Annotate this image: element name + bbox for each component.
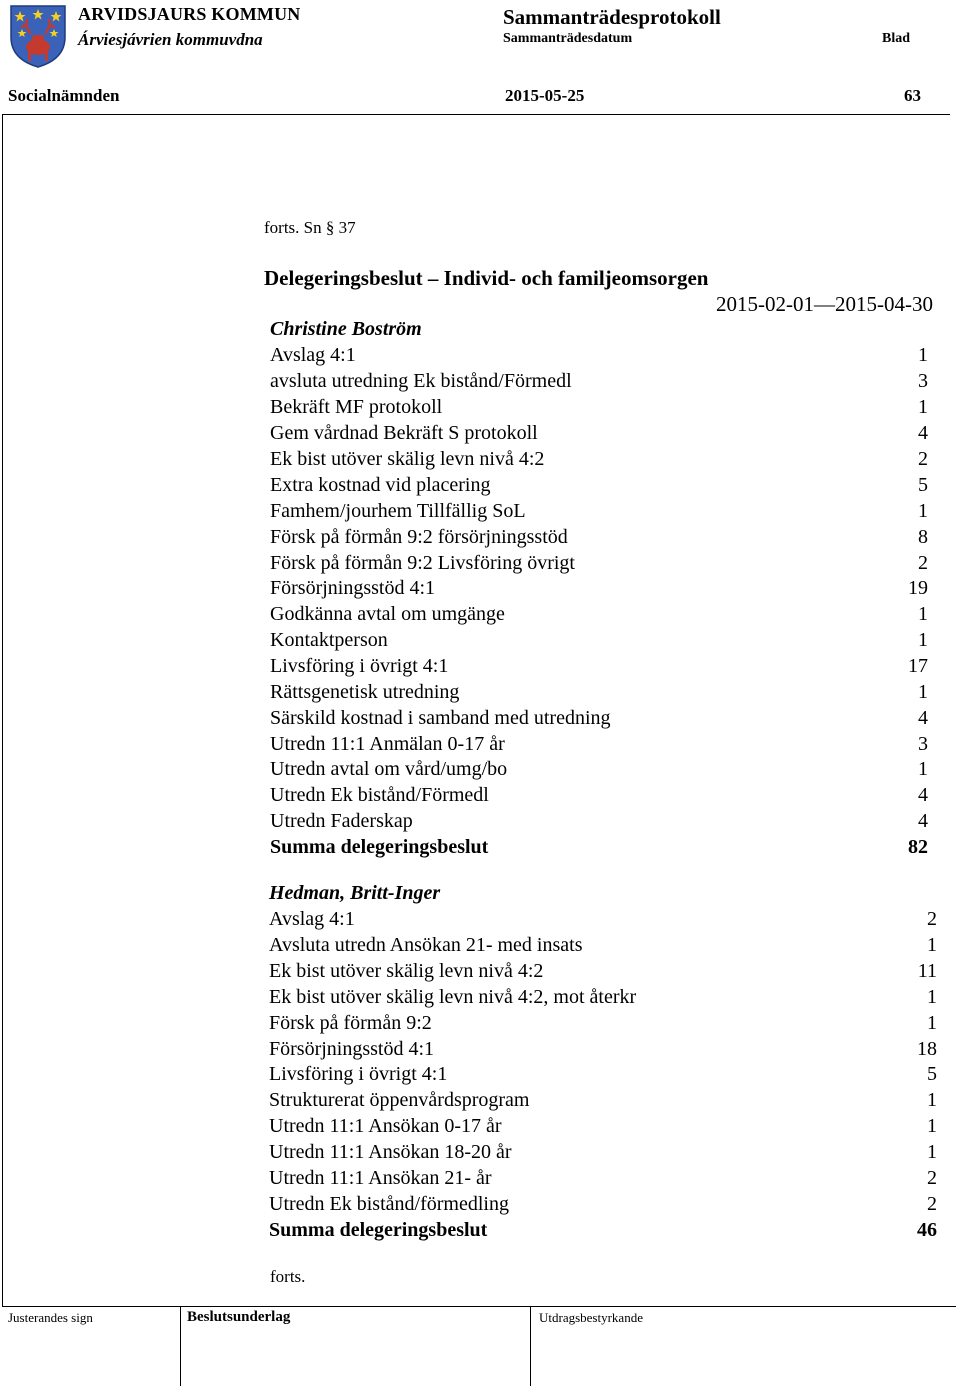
item-label: Kontaktperson	[270, 629, 388, 651]
item-label: Extra kostnad vid placering	[270, 474, 491, 496]
item-count: 3	[918, 370, 928, 392]
header-divider	[2, 114, 950, 115]
item-label: Utredn 11:1 Ansökan 0-17 år	[269, 1115, 502, 1137]
document-title: Sammanträdesprotokoll	[503, 5, 721, 29]
report-period: 2015-02-01—2015-04-30	[716, 292, 933, 316]
decision-basis-label: Beslutsunderlag	[187, 1309, 291, 1325]
item-label: Ek bist utöver skälig levn nivå 4:2	[270, 448, 545, 470]
item-count: 1	[927, 1115, 937, 1137]
item-count: 2	[927, 1193, 937, 1215]
item-count: 1	[918, 344, 928, 366]
item-count: 4	[918, 810, 928, 832]
item-count: 18	[917, 1038, 937, 1060]
item-count: 3	[918, 733, 928, 755]
meeting-date-label: Sammanträdesdatum	[503, 31, 633, 46]
item-label: Gem vårdnad Bekräft S protokoll	[270, 422, 538, 444]
item-count: 5	[927, 1063, 937, 1085]
item-label: Livsföring i övrigt 4:1	[269, 1063, 448, 1085]
item-count: 8	[918, 526, 928, 548]
adjuster-signature-label: Justerandes sign	[8, 1310, 93, 1325]
item-count: 1	[918, 629, 928, 651]
item-label: Bekräft MF protokoll	[270, 396, 443, 418]
item-count: 4	[918, 707, 928, 729]
item-label: Godkänna avtal om umgänge	[270, 603, 505, 625]
item-count: 17	[908, 655, 928, 677]
page-number: 63	[904, 86, 921, 105]
total-label: Summa delegeringsbeslut	[270, 836, 489, 858]
item-label: Rättsgenetisk utredning	[270, 681, 460, 703]
item-count: 2	[927, 1167, 937, 1189]
extract-certification-label: Utdragsbestyrkande	[539, 1310, 643, 1325]
item-label: Avsluta utredn Ansökan 21- med insats	[269, 934, 583, 956]
meeting-date: 2015-05-25	[505, 86, 585, 105]
item-label: avsluta utredning Ek bistånd/Förmedl	[270, 370, 572, 392]
item-count: 4	[918, 784, 928, 806]
item-count: 19	[908, 577, 928, 599]
organization-name: ARVIDSJAURS KOMMUN	[78, 4, 301, 24]
item-count: 4	[918, 422, 928, 444]
person-name: Christine Boström	[270, 318, 422, 340]
total-count: 46	[917, 1219, 937, 1241]
item-count: 2	[927, 908, 937, 930]
item-label: Strukturerat öppenvårdsprogram	[269, 1089, 530, 1111]
item-count: 1	[918, 396, 928, 418]
item-count: 1	[927, 1141, 937, 1163]
municipality-crest	[8, 3, 68, 69]
continuation-reference: forts. Sn § 37	[264, 218, 356, 237]
item-label: Ek bist utöver skälig levn nivå 4:2	[269, 960, 544, 982]
item-label: Utredn 11:1 Ansökan 21- år	[269, 1167, 492, 1189]
item-label: Avslag 4:1	[269, 908, 355, 930]
footer-column-rule	[530, 1306, 531, 1386]
item-label: Försörjningsstöd 4:1	[270, 577, 436, 599]
item-count: 2	[918, 552, 928, 574]
footer-divider	[2, 1306, 956, 1307]
item-count: 1	[918, 758, 928, 780]
item-label: Försk på förmån 9:2	[269, 1012, 432, 1034]
item-label: Utredn Faderskap	[270, 810, 413, 832]
section-title: Delegeringsbeslut – Individ- och familjeomsorgen	[264, 266, 709, 290]
item-label: Livsföring i övrigt 4:1	[270, 655, 449, 677]
item-count: 1	[927, 1012, 937, 1034]
organization-subtitle: Árviesjávrien kommuvdna	[78, 30, 263, 49]
item-label: Utredn Ek bistånd/Förmedl	[270, 784, 489, 806]
item-label: Försk på förmån 9:2 Livsföring övrigt	[270, 552, 575, 574]
total-label: Summa delegeringsbeslut	[269, 1219, 488, 1241]
item-count: 5	[918, 474, 928, 496]
item-label: Ek bist utöver skälig levn nivå 4:2, mot återkr	[269, 986, 637, 1008]
item-label: Famhem/jourhem Tillfällig SoL	[270, 500, 526, 522]
footer-column-rule	[180, 1306, 181, 1386]
item-label: Särskild kostnad i samband med utredning	[270, 707, 611, 729]
item-count: 11	[917, 960, 937, 982]
item-count: 1	[927, 986, 937, 1008]
item-count: 1	[927, 934, 937, 956]
left-margin-rule	[2, 114, 3, 1306]
item-label: Avslag 4:1	[270, 344, 356, 366]
item-count: 1	[927, 1089, 937, 1111]
item-label: Försk på förmån 9:2 försörjningsstöd	[270, 526, 568, 548]
item-label: Utredn Ek bistånd/förmedling	[269, 1193, 509, 1215]
item-label: Utredn 11:1 Anmälan 0-17 år	[270, 733, 505, 755]
item-label: Utredn avtal om vård/umg/bo	[270, 758, 508, 780]
item-count: 1	[918, 681, 928, 703]
total-count: 82	[908, 836, 928, 858]
continuation-note: forts.	[270, 1267, 306, 1286]
page-label: Blad	[882, 31, 911, 46]
item-count: 1	[918, 500, 928, 522]
committee-name: Socialnämnden	[8, 86, 120, 105]
item-label: Försörjningsstöd 4:1	[269, 1038, 435, 1060]
item-count: 2	[918, 448, 928, 470]
item-count: 1	[918, 603, 928, 625]
item-label: Utredn 11:1 Ansökan 18-20 år	[269, 1141, 512, 1163]
person-name: Hedman, Britt-Inger	[269, 882, 441, 904]
